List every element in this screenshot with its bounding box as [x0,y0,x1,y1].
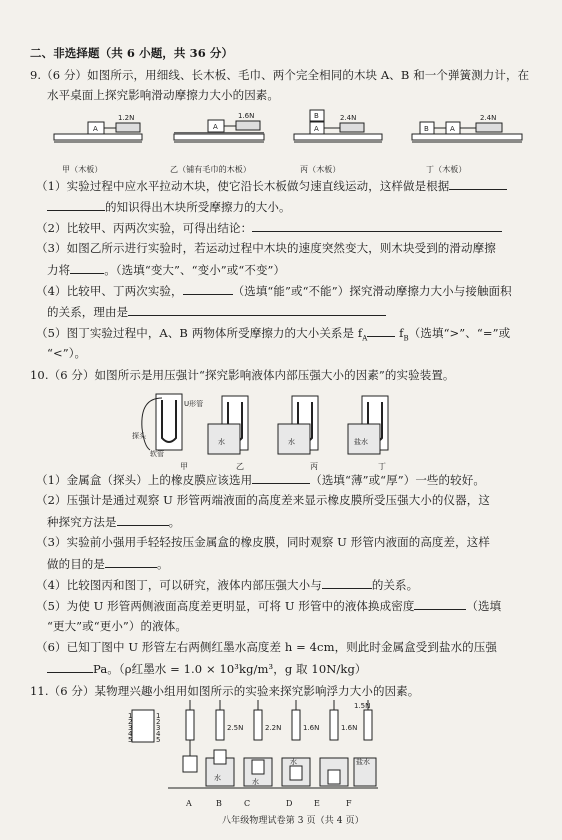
q11-reading-g: 1.5N [354,702,371,710]
q10-part1-blank[interactable] [252,472,310,484]
q10-caption-jia: 甲 [180,462,189,471]
q10-label-probe: 探头 [132,432,146,440]
q9-stem-line2: 水平桌面上探究影响滑动摩擦力大小的因素。 [47,88,279,102]
q9-fig-ding [412,114,522,142]
q11-scale-right-1: 1 [156,712,161,720]
q10-part5-line1 [36,598,501,613]
q11-stem: 11.（6 分）某物理兴趣小组用如图所示的实验来探究影响浮力大小的因素。 [30,684,420,698]
q10-caption-ding: 丁 [378,462,387,471]
q10-part3-period: 。 [157,557,169,571]
q10-part5-pre: （5）为使 U 形管两侧液面高度差更明显，可将 U 形管中的液体换成密度 [36,599,415,613]
q9-caption-bing: 丙（木板） [300,165,341,174]
q10-label-brine: 盐水 [354,438,368,446]
q10-part2-period: 。 [168,515,181,529]
q9-part1-blank-2[interactable] [47,199,105,211]
q9-part3-line1: （3）如图乙所示进行实验时，若运动过程中木块的速度突然变大，则木块受到的滑动摩擦 [36,241,496,255]
q10-part2-blank[interactable] [117,514,169,526]
q10-part2-line1: （2）压强计是通过观察 U 形管两端液面的高度差来显示橡皮膜所受压强大小的仪器，这 [36,493,490,507]
page-footer: 八年级物理试卷第 3 页（共 4 页） [222,816,364,826]
q10-part5-post: （选填 [466,599,502,613]
q11-fig-c [206,700,243,786]
q9-part3-post: 。（选填“变大”、“变小”或“不变”） [104,263,286,277]
q10-part2-line2 [47,514,180,529]
q10-part6-blank[interactable] [47,661,93,673]
q10-stem: 10.（6 分）如图所示是用压强计“探究影响液体内部压强大小的因素”的实验装置。 [30,368,455,382]
q10-part6-line2 [47,661,367,676]
q11-fig-a [128,710,161,744]
q9-part1-text: （1）实验过程中应水平拉动木块，使它沿长木板做匀速直线运动，这样做是根据 [36,179,450,193]
q11-reading-c: 2.5N [227,724,244,732]
q10-part1-post: （选填“薄”或“厚”）一些的较好。 [310,473,485,487]
q10-fig-ding [348,396,388,454]
q10-fig-yi [208,396,248,454]
q11-liquid-c: 水 [214,774,221,782]
q11-liquid-d: 水 [252,778,259,786]
q10-fig-jia [132,394,203,458]
q11-scale-left-4: 4 [128,730,133,738]
q9-part5-pre: （5）图丁实验过程中，A、B 两物体所受摩擦力的大小关系是 f [36,326,363,340]
q10-label-utube: U形管 [184,400,204,408]
q9-yi-block-a: A [213,123,218,131]
q9-part5-sub-b: B [403,334,409,343]
q10-caption-bing: 丙 [310,462,319,471]
q10-label-water-bing: 水 [288,438,295,446]
q9-jia-reading: 1.2N [118,114,135,122]
section-title: 二、非选择题（共 6 小题，共 36 分） [30,46,234,60]
q10-caption-yi: 乙 [236,462,245,471]
q10-part4 [36,577,418,592]
q9-part2-blank[interactable] [252,220,502,232]
q11-caption-a: A [186,799,192,808]
q9-part3-line2 [47,262,285,277]
q9-fig-jia [54,114,142,142]
q11-liquid-g: 盐水 [356,758,370,766]
q9-part1-blank[interactable] [449,178,507,190]
q9-part3-pre: 力将 [47,263,71,277]
q9-part5-sub-a: A [362,334,368,343]
q10-part4-blank[interactable] [322,577,372,589]
q9-part2 [36,220,502,235]
q11-caption-b: B [216,799,222,808]
q9-bing-block-b: B [314,112,319,120]
q10-part3-blank[interactable] [105,556,157,568]
q9-part5-line1 [36,325,510,345]
q9-fig-yi [174,112,264,142]
q10-part3-line2 [47,556,169,571]
q9-part4-line1 [36,283,512,298]
q9-caption-jia: 甲（木板） [62,165,103,174]
q11-fig-d [244,700,281,786]
q11-scale-right-2: 2 [156,718,161,726]
q9-part5-line2: “<”）。 [47,346,87,360]
q9-part1-text-2: 的知识得出木块所受摩擦力的大小。 [105,200,291,214]
q10-part4-post: 的关系。 [371,578,419,592]
q11-reading-e: 1.6N [303,724,320,732]
q9-ding-block-a: A [450,125,455,133]
q9-part5-blank[interactable] [367,325,395,337]
q11-caption-d: D [286,799,293,808]
q11-scale-left-1: 1 [128,712,133,720]
q9-part5-mid: f [395,326,404,340]
q9-bing-block-a: A [314,125,319,133]
q9-jia-block-a: A [93,125,98,133]
q11-caption-e: E [314,799,320,808]
q11-scale-left-2: 2 [128,718,133,726]
q9-friction-figure [40,108,530,162]
q9-ding-reading: 2.4N [480,114,497,122]
q9-caption-yi: 乙（铺有毛巾的木板） [170,165,251,174]
q10-manometer-figure [130,388,430,462]
q11-caption-f: F [346,799,352,808]
q9-part4-pre: （4）比较甲、丁两次实验， [36,284,183,298]
q10-part2-text: 种探究方法是 [47,515,117,529]
q10-part3-line1: （3）实验前小强用手轻轻按压金属盒的橡皮膜，同时观察 U 形管内液面的高度差，这样 [36,535,490,549]
q9-yi-reading: 1.6N [238,112,255,120]
q10-part1-pre: （1）金属盒（探头）上的橡皮膜应该选用 [36,473,253,487]
q11-fig-e [282,700,319,786]
q9-part4-reason-blank[interactable] [128,304,386,316]
q10-label-hose: 软管 [150,450,164,458]
q11-scale-left-5: 5 [128,736,133,744]
q11-scale-right-4: 4 [156,730,161,738]
q11-fig-g [354,700,376,786]
q10-part1 [36,472,485,487]
q11-scale-right-3: 3 [156,724,161,732]
q10-part6-line1: （6）已知丁图中 U 形管左右两侧红墨水高度差 h = 4cm，则此时金属盒受到盐水的压强 [36,640,497,654]
q9-part1-line1 [36,178,507,193]
q9-ding-block-b: B [424,125,429,133]
q10-part5-line2: “更大”或“更小”）的液体。 [47,619,187,633]
q10-part3-text: 做的目的是 [47,557,105,571]
q11-reading-f: 1.6N [341,724,358,732]
q11-caption-c: C [244,799,251,808]
q9-part4-reason: 的关系，理由是 [47,305,129,319]
q11-fig-f [320,700,357,786]
q11-liquid-e: 水 [290,758,297,766]
q10-label-water-yi: 水 [218,438,225,446]
q10-part5-blank[interactable] [414,598,466,610]
q9-part4-blank[interactable] [183,283,233,295]
q11-buoyancy-figure [128,700,378,796]
q10-part4-pre: （4）比较图丙和图丁，可以研究，液体内部压强大小与 [36,578,322,592]
q9-part4-line2 [47,304,386,319]
q10-fig-bing [278,396,318,454]
q9-part5-post: （选填“>”、“=”或 [408,326,511,340]
q9-fig-bing [294,110,382,142]
q9-bing-reading: 2.4N [340,114,357,122]
q11-scale-left-3: 3 [128,724,133,732]
q11-fig-b [183,700,197,772]
q9-part4-post: （选填“能”或“不能”）探究滑动摩擦力大小与接触面积 [232,284,512,298]
q9-stem-line1: 9.（6 分）如图所示，用细线、长木板、毛巾、两个完全相同的木块 A、B 和一个弹簧测力计，在 [30,68,530,82]
q9-part2-text: （2）比较甲、丙两次实验，可得出结论： [36,221,253,235]
q9-part3-blank[interactable] [70,262,104,274]
q9-part1-line2 [47,199,291,214]
q11-reading-d: 2.2N [265,724,282,732]
q9-caption-ding: 丁（木板） [426,165,467,174]
q11-scale-right-5: 5 [156,736,161,744]
q10-part6-post: Pa。（ρ红墨水 = 1.0 × 10³kg/m³，g 取 10N/kg） [93,662,367,676]
